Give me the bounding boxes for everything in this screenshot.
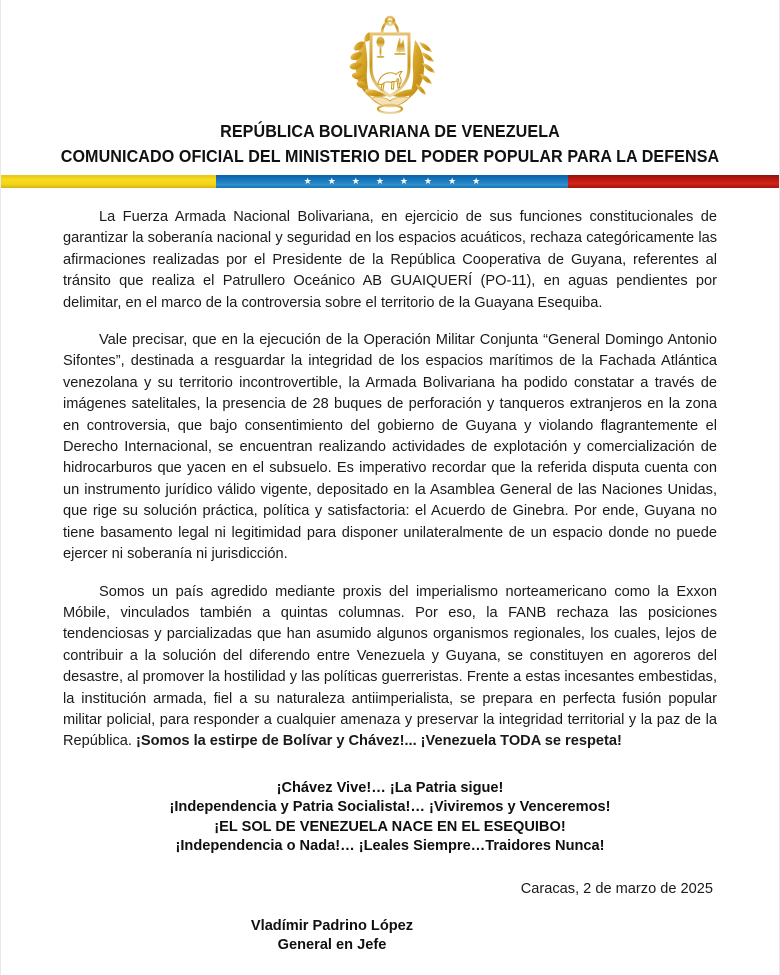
flag-star-icon: ★ bbox=[424, 176, 433, 186]
slogan-line: ¡Chávez Vive!… ¡La Patria sigue! bbox=[276, 779, 504, 796]
flag-stars-group bbox=[265, 177, 519, 186]
venezuela-coat-of-arms-icon bbox=[335, 12, 445, 115]
flag-band-blue bbox=[216, 175, 568, 188]
dateline: Caracas, 2 de marzo de 2025 bbox=[520, 880, 713, 897]
body-paragraph-2: Vale precisar, que en la ejecución de la Operación Militar Conjunta “General Domingo Antonio Sifontes”, destinada a resguardar la integridad de los espacios marítimos de la Fachada Atlántica venezolana y su territorio incontrovertible, la Armada Bolivariana ha podido constatar a través de imágenes satelitales, la presencia de 28 buques de perforación y tanqueros extranjeros en la zona en controversia, que bajo consentimiento del gobierno de Guyana y violando flagrantemente el Derecho Internacional, se encuentran realizando actividades de explotación y comercialización de hidrocarburos que yacen en el subsuelo. Es imperativo recordar que la referida disputa cuenta con un instrumento jurídico válido vigente, depositado en la Asamblea General de las Naciones Unidas, que rige su solución práctica, política y satisfactoria: el Acuerdo de Ginebra. Por ende, Guyana no tiene basamento legal ni legitimidad para disponer unilateralmente de un espacio donde no puede ejercer ni soberanía ni jurisdicción. bbox=[63, 332, 717, 563]
body-paragraph-1: La Fuerza Armada Nacional Bolivariana, en ejercicio de sus funciones constitucionales de garantizar la soberanía nacional y seguridad en los espacios acuáticos, rechaza categóricamente las afirmaciones realizadas por el Presidente de la República Cooperativa de Guyana, referentes al tránsito que realiza el Patrullero Oceánico AB GUAIQUERÍ (PO-11), en aguas pendientes por delimitar, en el marco de la controversia sobre el territorio de la Guayana Esequiba. bbox=[63, 209, 717, 311]
signature-block bbox=[63, 917, 717, 955]
flag-star-icon: ★ bbox=[327, 176, 336, 186]
slogan-line: ¡Independencia o Nada!… ¡Leales Siempre…Traidores Nunca! bbox=[175, 838, 605, 855]
signer-rank: General en Jefe bbox=[277, 936, 387, 953]
flag-star-icon: ★ bbox=[399, 176, 408, 186]
flag-star-icon: ★ bbox=[351, 176, 360, 186]
flag-star-icon: ★ bbox=[303, 176, 312, 186]
body-paragraph-3-emphasis: ¡Somos la estirpe de Bolívar y Chávez!... ¡Venezuela TODA se respeta! bbox=[136, 733, 622, 750]
document-body bbox=[1, 207, 779, 955]
slogan-block bbox=[63, 779, 717, 857]
body-paragraph-3 bbox=[63, 582, 717, 753]
document-header bbox=[1, 0, 779, 167]
flag-star-icon: ★ bbox=[472, 176, 481, 186]
signer-name: Vladímir Padrino López bbox=[250, 917, 414, 934]
flag-star-icon: ★ bbox=[375, 176, 384, 186]
slogan-line: ¡Independencia y Patria Socialista!… ¡Viviremos y Venceremos! bbox=[169, 799, 611, 816]
flag-band-yellow bbox=[1, 175, 216, 188]
page-title-country: REPÚBLICA BOLIVARIANA DE VENEZUELA bbox=[220, 121, 560, 141]
venezuela-flag-bar bbox=[1, 175, 779, 188]
flag-star-icon: ★ bbox=[448, 176, 457, 186]
flag-band-red bbox=[568, 175, 779, 188]
slogan-line: ¡EL SOL DE VENEZUELA NACE EN EL ESEQUIBO! bbox=[214, 818, 566, 835]
page-title-communique: COMUNICADO OFICIAL DEL MINISTERIO DEL PODER POPULAR PARA LA DEFENSA bbox=[60, 146, 720, 166]
body-paragraph-3-text: Somos un país agredido mediante proxis del imperialismo norteamericano como la Exxon Móbile, vinculados también a quintas columnas. Por eso, la FANB rechaza las posiciones tendenciosas y parcializadas que han asumido algunos organismos regionales, los cuales, lejos de contribuir a la solución del diferendo entre Venezuela y Guyana, se constituyen en agoreros del desastre, al promover la hostilidad y las políticas guerreristas. Frente a estas incesantes embestidas, la institución armada, fiel a su naturaleza antiimperialista, se prepara en perfecta fusión popular militar policial, para responder a cualquier amenaza y preservar la integridad territorial y la paz de la República. bbox=[63, 583, 717, 750]
